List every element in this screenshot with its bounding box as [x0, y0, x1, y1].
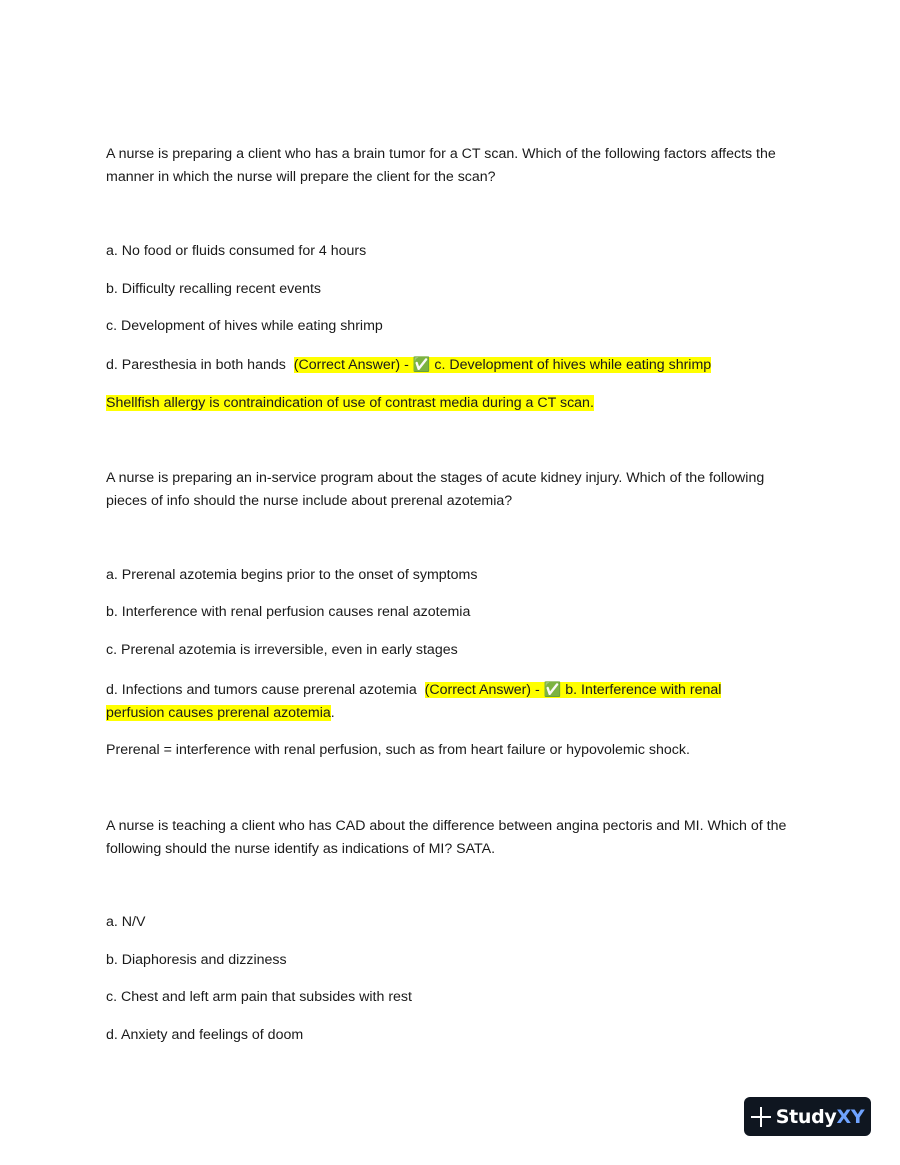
question-3-stem: A nurse is teaching a client who has CAD about the difference between angina pectoris and MI. Which of the following should the nurse identify as indications of MI? SATA. [106, 818, 787, 857]
question-1-correct-answer: (Correct Answer) - ✅ c. Development of hives while eating shrimp [293, 357, 712, 373]
question-1-option-a: a. No food or fluids consumed for 4 hours [106, 243, 367, 259]
question-1-rationale-line [106, 392, 796, 415]
logo-text [776, 1106, 865, 1128]
logo-brand-main: Study [775, 1105, 837, 1128]
plus-icon [751, 1107, 771, 1127]
question-1-option-c: c. Development of hives while eating shrimp [106, 318, 383, 334]
question-2-option-d-line [106, 679, 766, 724]
question-2-stem: A nurse is preparing an in-service program about the stages of acute kidney injury. Which of the following pieces of info should the nurse include about prerenal azotemia? [106, 470, 765, 509]
question-1-option-b: b. Difficulty recalling recent events [106, 281, 322, 297]
question-3-option-c: c. Chest and left arm pain that subsides with rest [106, 989, 412, 1005]
studyxy-logo[interactable] [744, 1097, 871, 1136]
question-2-option-a: a. Prerenal azotemia begins prior to the onset of symptoms [106, 567, 478, 583]
question-3-option-a: a. N/V [106, 914, 146, 930]
question-2-option-d: d. Infections and tumors cause prerenal azotemia [106, 682, 417, 698]
question-2-rationale: Prerenal = interference with renal perfusion, such as from heart failure or hypovolemic shock. [106, 742, 690, 758]
question-2-correct-answer: (Correct Answer) - ✅ b. Interference with renal perfusion causes prerenal azotemia [106, 682, 722, 721]
question-2-option-b: b. Interference with renal perfusion causes renal azotemia [106, 604, 471, 620]
question-2-answer-period: . [330, 704, 335, 721]
question-3-option-b: b. Diaphoresis and dizziness [106, 952, 287, 968]
question-3-option-d: d. Anxiety and feelings of doom [106, 1027, 304, 1043]
question-2-option-c: c. Prerenal azotemia is irreversible, even in early stages [106, 642, 458, 658]
question-1-option-d: d. Paresthesia in both hands [106, 357, 286, 373]
question-1-stem: A nurse is preparing a client who has a brain tumor for a CT scan. Which of the following factors affects the manner in which the nurse will prepare the client for the scan? [106, 146, 776, 185]
logo-brand-accent: XY [836, 1105, 865, 1128]
question-1-rationale: Shellfish allergy is contraindication of use of contrast media during a CT scan. [106, 395, 594, 411]
question-1-option-d-line [106, 354, 796, 377]
